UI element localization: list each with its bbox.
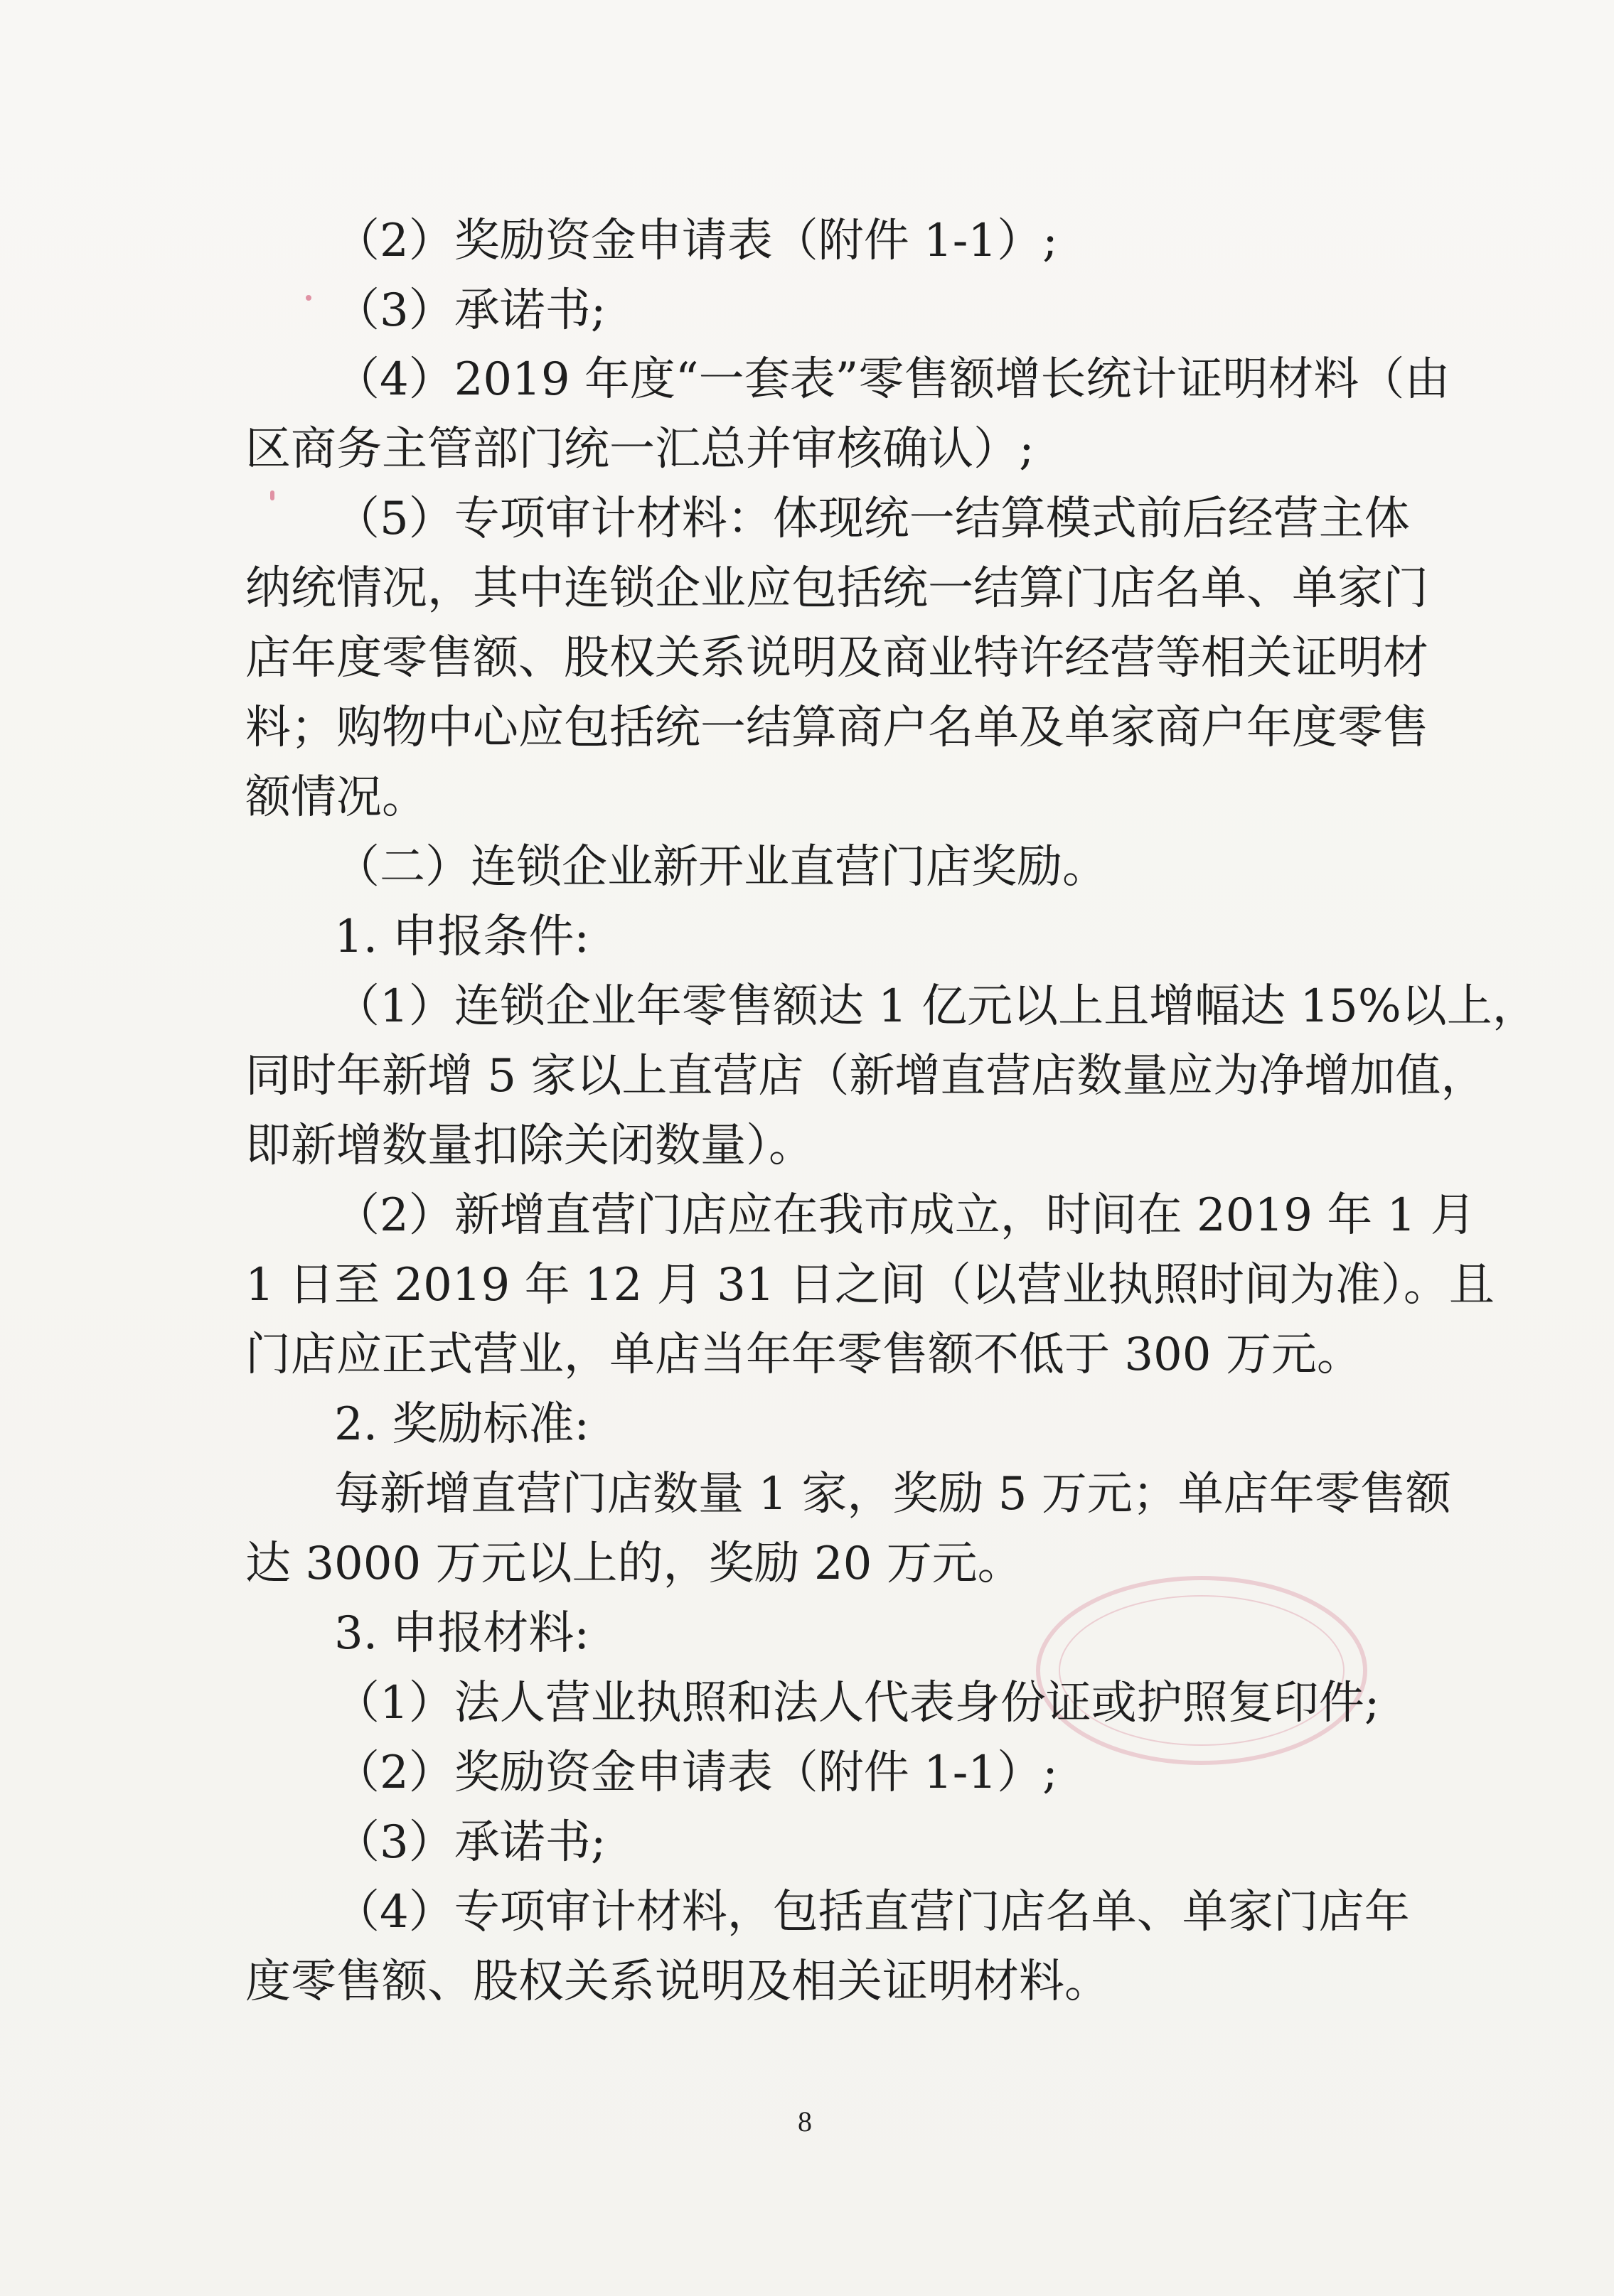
text-line: 1 日至 2019 年 12 月 31 日之间（以营业执照时间为准）。且 [245,1259,1495,1311]
ink-speck [270,490,274,500]
text-line: 达 3000 万元以上的，奖励 20 万元。 [245,1538,1023,1590]
faint-seal-stamp [1017,1557,1386,1784]
text-line: （3）承诺书; [334,284,606,337]
text-line: 同时年新增 5 家以上直营店（新增直营店数量应为净增加值， [245,1050,1487,1103]
text-line: （3）承诺书; [334,1816,606,1869]
text-line: （2）新增直营门店应在我市成立，时间在 2019 年 1 月 [334,1189,1476,1242]
text-line: （5）专项审计材料：体现统一结算模式前后经营主体 [334,493,1410,545]
text-line: （4）专项审计材料，包括直营门店名单、单家门店年 [334,1886,1410,1938]
page-number: 8 [798,2105,812,2137]
subsection-heading: 3. 申报材料: [334,1607,589,1660]
subsection-heading: 2. 奖励标准: [334,1398,589,1451]
text-line: 店年度零售额、股权关系说明及商业特许经营等相关证明材 [245,632,1428,685]
text-line: （2）奖励资金申请表（附件 1-1）; [334,1747,1058,1799]
subsection-heading: 1. 申报条件: [334,911,589,963]
text-line: （1）法人营业执照和法人代表身份证或护照复印件; [334,1677,1380,1729]
text-line: （2）奖励资金申请表（附件 1-1）; [334,215,1058,267]
text-line: 即新增数量扣除关闭数量）。 [245,1120,814,1172]
text-line: 度零售额、股权关系说明及相关证明材料。 [245,1956,1110,2008]
text-line: 每新增直营门店数量 1 家，奖励 5 万元；单店年零售额 [334,1468,1451,1520]
text-line: 纳统情况，其中连锁企业应包括统一结算门店名单、单家门 [245,562,1428,615]
text-line: 额情况。 [245,771,427,824]
text-line: 门店应正式营业，单店当年年零售额不低于 300 万元。 [245,1329,1362,1381]
text-line: 料；购物中心应包括统一结算商户名单及单家商户年度零售 [245,702,1428,754]
text-line: （4）2019 年度“一套表”零售额增长统计证明材料（由 [334,353,1450,406]
section-heading: （二）连锁企业新开业直营门店奖励。 [334,841,1108,894]
text-line: 区商务主管部门统一汇总并审核确认）; [245,423,1035,476]
text-line: （1）连锁企业年零售额达 1 亿元以上且增幅达 15%以上， [334,980,1538,1033]
ink-speck [306,295,311,301]
